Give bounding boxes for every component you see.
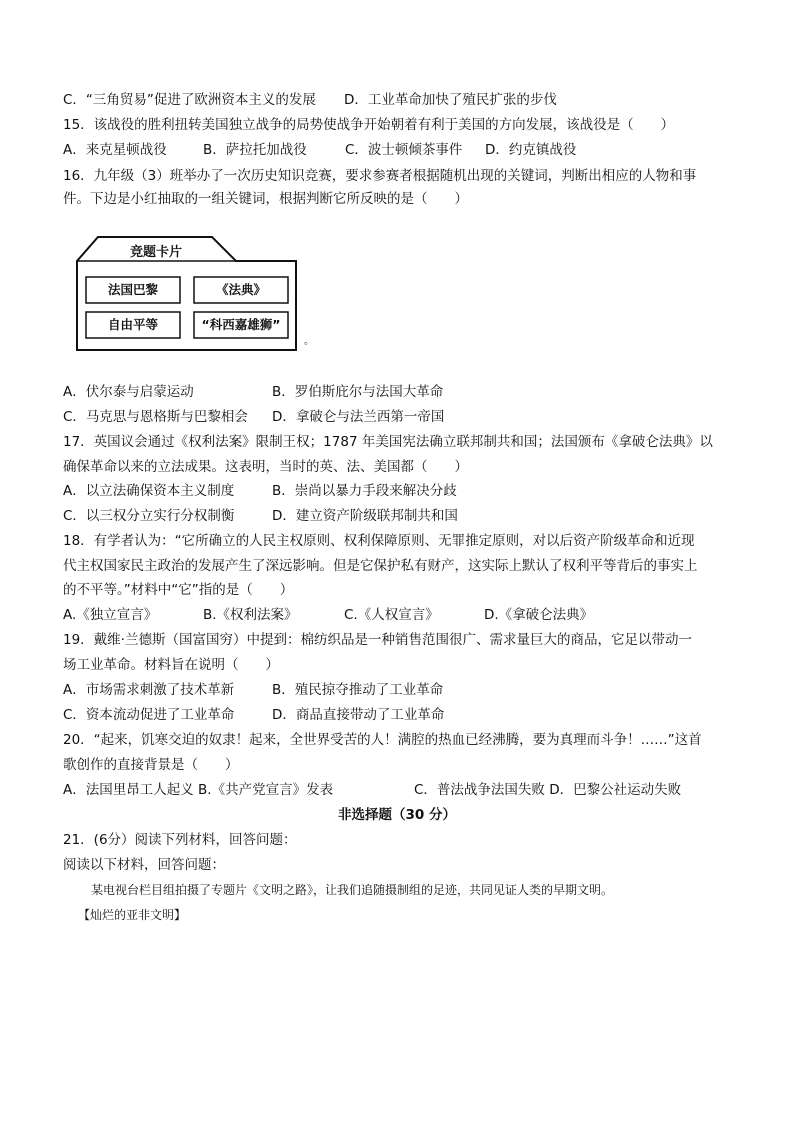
- q18-stem-line3: 的不平等。”材料中“它”指的是（ ）: [63, 582, 294, 598]
- q20-option-cd: C．普法战争法国失败 D．巴黎公社运动失败: [414, 782, 682, 798]
- q18-stem-line2: 代主权国家民主政治的发展产生了深远影响。但是它保护私有财产，这实际上默认了权利平等背后的事实上: [63, 558, 698, 574]
- q19-option-b: B．殖民掠夺推动了工业革命: [272, 682, 444, 698]
- q17-option-b: B．崇尚以暴力手段来解决分歧: [272, 483, 457, 499]
- q15-option-c: C．波士顿倾茶事件: [345, 142, 463, 158]
- q18-option-b: B.《权利法案》: [203, 607, 298, 623]
- keyword-card: [76, 233, 298, 353]
- q21-instruction: 阅读以下材料，回答问题：: [63, 857, 225, 873]
- q17-option-a: A．以立法确保资本主义制度: [63, 483, 235, 499]
- q18-option-c: C.《人权宣言》: [344, 607, 439, 623]
- q16-option-c: C．马克思与恩格斯与巴黎相会: [63, 409, 248, 425]
- q16-option-b: B．罗伯斯庇尔与法国大革命: [272, 384, 444, 400]
- q15-option-b: B．萨拉托加战役: [203, 142, 307, 158]
- q21-material-text: 某电视台栏目组拍摄了专题片《文明之路》，让我们追随摄制组的足迹，共同见证人类的早期文明。: [91, 883, 614, 897]
- q17-stem-line1: 17．英国议会通过《权利法案》限制王权；1787 年美国宪法确立联邦制共和国；法国颁布《拿破仑法典》以: [63, 434, 713, 450]
- q19-option-a: A．市场需求刺激了技术革新: [63, 682, 235, 698]
- q16-stem-line2: 件。下边是小红抽取的一组关键词，根据判断它所反映的是（ ）: [63, 191, 468, 207]
- card-title: 竞题卡片: [129, 245, 182, 260]
- q20-option-ab: A．法国里昂工人起义 B.《共产党宣言》发表: [63, 782, 334, 798]
- q19-stem-line2: 场工业革命。材料旨在说明（ ）: [63, 657, 279, 673]
- q18-option-a: A.《独立宣言》: [63, 607, 158, 623]
- q19-option-d: D．商品直接带动了工业革命: [272, 707, 445, 723]
- q15-option-a: A．来克星顿战役: [63, 142, 167, 158]
- keyword-corsican-lion: “科西嘉雄狮”: [201, 317, 281, 332]
- q18-stem-line1: 18．有学者认为：“它所确立的人民主权原则、权利保障原则、无罪推定原则，对以后资产阶级革命和近现: [63, 533, 695, 549]
- q16-stem-line1: 16．九年级（3）班举办了一次历史知识竞赛，要求参赛者根据随机出现的关键词，判断出相应的人物和事: [63, 168, 697, 184]
- q15-stem: 15．该战役的胜利扭转美国独立战争的局势使战争开始朝着有利于美国的方向发展，该战役是（ ）: [63, 117, 675, 133]
- keyword-code: 《法典》: [215, 282, 266, 297]
- q21-stem: 21．(6分）阅读下列材料，回答问题：: [63, 832, 297, 848]
- q20-stem-line2: 歌创作的直接背景是（ ）: [63, 757, 239, 773]
- q14-option-d: D．工业革命加快了殖民扩张的步伐: [344, 92, 557, 108]
- q19-option-c: C．资本流动促进了工业革命: [63, 707, 235, 723]
- q14-option-c: C．“三角贸易”促进了欧洲资本主义的发展: [63, 92, 316, 108]
- q16-option-d: D．拿破仑与法兰西第一帝国: [272, 409, 445, 425]
- q20-stem-line1: 20．“起来，饥寒交迫的奴隶！起来，全世界受苦的人！满腔的热血已经沸腾，要为真理而斗争！……”这首: [63, 732, 702, 748]
- q17-stem-line2: 确保革命以来的立法成果。这表明，当时的英、法、美国都（ ）: [63, 459, 468, 475]
- card-dot: 。: [304, 336, 314, 347]
- q17-option-d: D．建立资产阶级联邦制共和国: [272, 508, 458, 524]
- q21-material-heading: 【灿烂的亚非文明】: [78, 908, 187, 922]
- section-title-non-choice: 非选择题（30 分）: [338, 807, 456, 823]
- q17-option-c: C．以三权分立实行分权制衡: [63, 508, 235, 524]
- q16-option-a: A．伏尔泰与启蒙运动: [63, 384, 194, 400]
- q18-option-d: D.《拿破仑法典》: [484, 607, 594, 623]
- q19-stem-line1: 19．戴维·兰德斯（国富国穷）中提到：棉纺织品是一种销售范围很广、需求量巨大的商品，它足以带动一: [63, 632, 692, 648]
- keyword-liberty-equality: 自由平等: [107, 317, 158, 332]
- q15-option-d: D．约克镇战役: [485, 142, 577, 158]
- keyword-paris: 法国巴黎: [107, 282, 158, 297]
